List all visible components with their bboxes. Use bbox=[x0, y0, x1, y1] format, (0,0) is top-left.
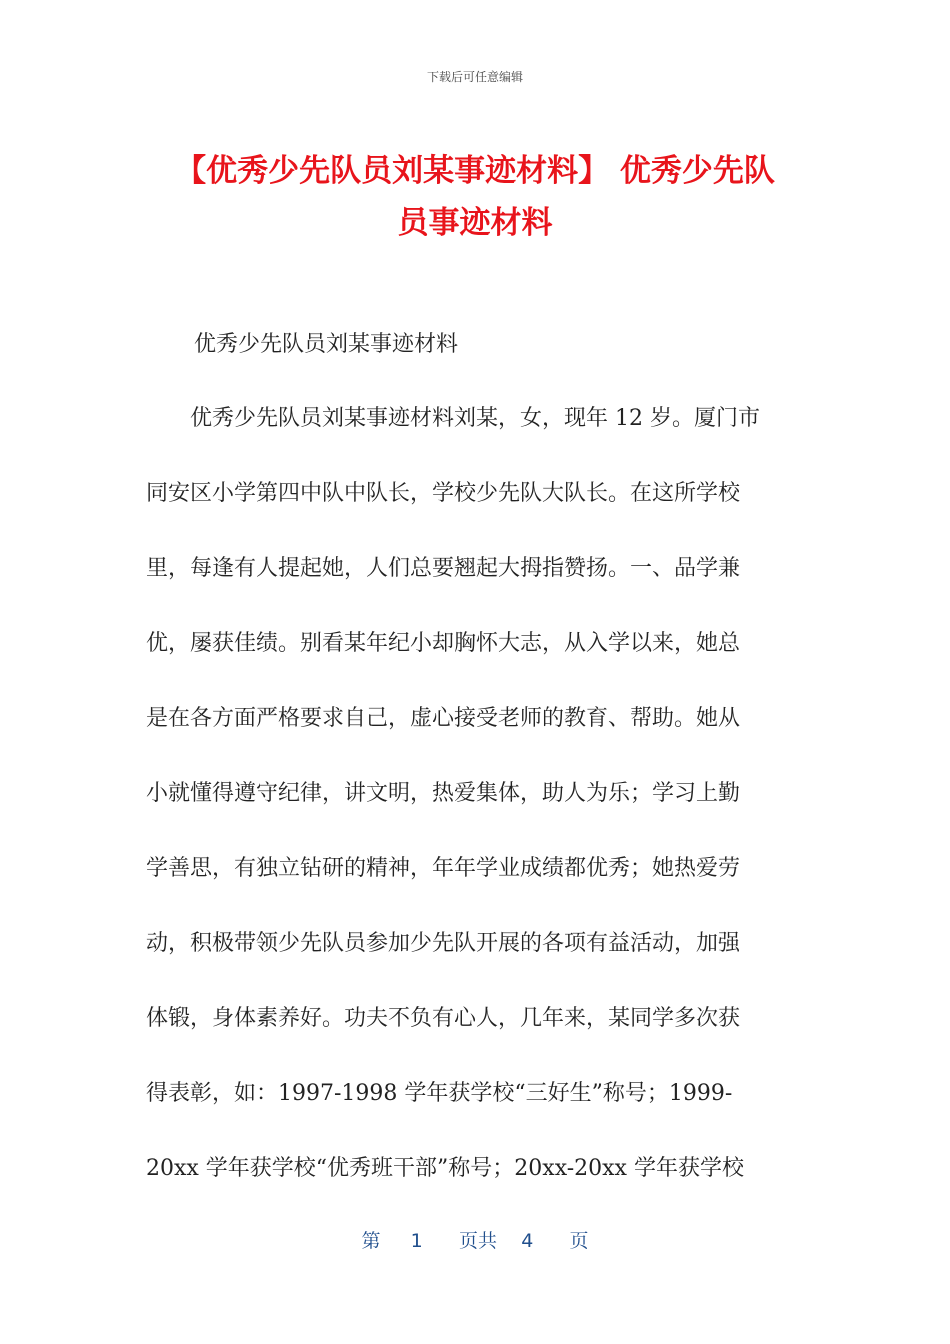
paragraph-line: 小就懂得遵守纪律，讲文明，热爱集体，助人为乐；学习上勤 bbox=[146, 781, 741, 806]
page-footer bbox=[0, 1226, 950, 1253]
paragraph-line: 动，积极带领少先队员参加少先队开展的各项有益活动，加强 bbox=[146, 931, 741, 956]
footer-middle: 页共 bbox=[459, 1230, 498, 1252]
header-note: 下载后可任意编辑 bbox=[426, 70, 523, 84]
footer-suffix: 页 bbox=[569, 1230, 589, 1252]
title-line-1: 【优秀少先队员刘某事迹材料】 优秀少先队 bbox=[175, 153, 775, 189]
paragraph-line: 是在各方面严格要求自己，虚心接受老师的教育、帮助。她从 bbox=[146, 706, 741, 731]
current-page-number: 1 bbox=[410, 1230, 423, 1252]
paragraph-line: 体锻，身体素养好。功夫不负有心人，几年来，某同学多次获 bbox=[146, 1006, 741, 1031]
footer-prefix: 第 bbox=[361, 1230, 381, 1252]
paragraph-line: 学善思，有独立钻研的精神，年年学业成绩都优秀；她热爱劳 bbox=[146, 856, 741, 881]
paragraph-line: 优，屡获佳绩。别看某年纪小却胸怀大志，从入学以来，她总 bbox=[146, 631, 741, 656]
paragraph-line: 优秀少先队员刘某事迹材料刘某，女，现年 12 岁。厦门市 bbox=[146, 406, 760, 431]
paragraph-line: 里，每逢有人提起她，人们总要翘起大拇指赞扬。一、品学兼 bbox=[146, 556, 741, 581]
paragraph-line: 20xx 学年获学校“优秀班干部”称号；20xx-20xx 学年获学校 bbox=[146, 1156, 744, 1181]
paragraph-line: 得表彰，如：1997-1998 学年获学校“三好生”称号；1999- bbox=[146, 1081, 733, 1106]
document-title bbox=[130, 145, 820, 249]
paragraph-line: 同安区小学第四中队中队长，学校少先队大队长。在这所学校 bbox=[146, 481, 741, 506]
subheading: 优秀少先队员刘某事迹材料 bbox=[194, 332, 459, 357]
total-pages: 4 bbox=[521, 1230, 534, 1252]
title-line-2: 员事迹材料 bbox=[397, 205, 553, 241]
